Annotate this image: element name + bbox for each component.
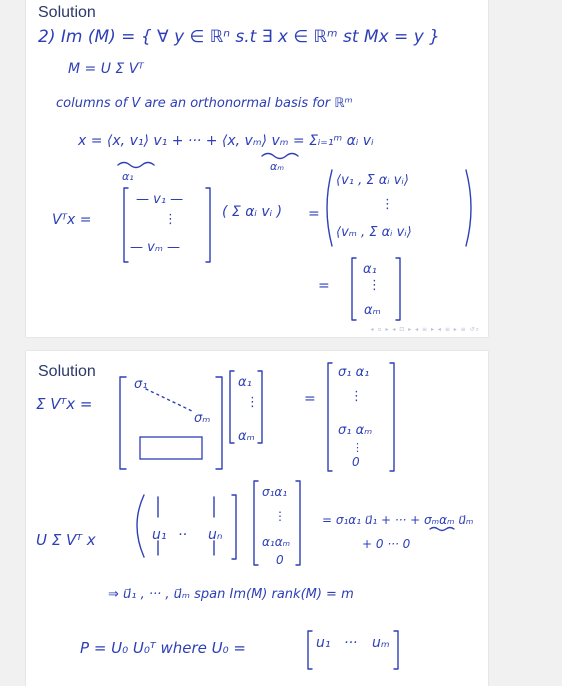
result-dots: ⋮ (350, 389, 363, 404)
handwriting-strokes-slide-1 (26, 0, 488, 337)
image-definition-line: 2) Im (M) = { ∀ y ∈ ℝⁿ s.t ∃ x ∈ ℝᵐ st Mx = y } (38, 27, 440, 47)
alpha-vector-dots: ⋮ (368, 278, 381, 293)
usvtx-lhs: U Σ Vᵀ x (36, 531, 96, 549)
span-rank-line: ⇒ u⃗₁ , ··· , u⃗ₘ span Im(M) rank(M) = m (108, 587, 354, 602)
handwriting-strokes-slide-2 (26, 351, 488, 686)
result-zero-dots: ⋮ (352, 441, 363, 454)
orthonormal-basis-line: columns of V are an orthonormal basis for ℝᵐ (56, 96, 353, 111)
inner-product-row-1: ⟨v₁ , Σ αᵢ vᵢ⟩ (336, 173, 409, 188)
underbrace-alpha1 (118, 163, 154, 168)
alpha-vector-row-m: αₘ (364, 303, 381, 318)
result-zero: 0 (352, 455, 360, 469)
sum-alpha-v-vector: ( Σ αᵢ vᵢ ) (222, 204, 283, 220)
u-matrix-col-dots: ·· (178, 527, 187, 543)
column-vec-top: σ₁α₁ (262, 485, 288, 499)
lecture-slide-1 (26, 0, 488, 337)
alpha-vec-dots: ⋮ (246, 395, 259, 410)
sigma-diag-top: σ₁ (134, 377, 148, 392)
lecture-slide-2 (26, 351, 488, 686)
alpha-vec-bottom: αₘ (238, 429, 255, 444)
vt-row-1: — v₁ — (136, 192, 184, 207)
vt-row-dots: ⋮ (164, 212, 177, 227)
u0-col-m: uₘ (372, 635, 390, 651)
beamer-navigation-symbols[interactable]: ◂ ▫ ▸ ◂ ⊡ ▸ ◂ ≡ ▸ ◂ ≡ ▸ ≡ ↺⌕ (370, 326, 480, 333)
usvtx-expansion: = σ₁α₁ u⃗₁ + ··· + σₘαₘ u⃗ₘ (322, 513, 474, 527)
vtx-lhs: Vᵀx = (52, 212, 92, 228)
sigma-vtx-lhs: Σ Vᵀx = (36, 395, 93, 413)
equals-sign-3: = (304, 391, 316, 407)
slide-title: Solution (38, 363, 96, 380)
alpham-underbrace-label: αₘ (270, 160, 285, 173)
u0-col-dots: ··· (344, 635, 358, 651)
column-vec-mid: α₁αₘ (262, 535, 291, 549)
inner-product-row-m: ⟨vₘ , Σ αᵢ vᵢ⟩ (336, 225, 412, 240)
equals-sign-1: = (308, 206, 320, 222)
sigma-diag-bottom: σₘ (194, 411, 211, 426)
alpha1-underbrace-label: α₁ (122, 170, 134, 183)
column-vec-zero: 0 (276, 553, 284, 567)
result-top: σ₁ α₁ (338, 365, 370, 380)
u-matrix-col-n: uₙ (208, 527, 223, 543)
underbrace-alpham (262, 154, 298, 159)
slide-title: Solution (38, 4, 96, 21)
u0-col-1: u₁ (316, 635, 331, 651)
usvtx-expansion-tail: + 0 ··· 0 (362, 537, 411, 551)
column-vec-dots: ⋮ (274, 509, 286, 523)
inner-product-dots: ⋮ (381, 197, 394, 212)
equals-sign-2: = (318, 278, 330, 294)
svd-line: M = U Σ Vᵀ (68, 61, 144, 77)
vt-row-m: — vₘ — (130, 240, 181, 255)
u-matrix-col-1: u₁ (152, 527, 167, 543)
result-mid: σ₁ αₘ (338, 423, 373, 438)
alpha-vector-row-1: α₁ (363, 262, 377, 277)
alpha-vec-top: α₁ (238, 375, 252, 390)
expansion-line: x = ⟨x, v₁⟩ v₁ + ··· + ⟨x, vₘ⟩ vₘ = Σᵢ₌₁ᵐ αᵢ vᵢ (78, 133, 374, 149)
projection-line: P = U₀ U₀ᵀ where U₀ = (80, 639, 246, 657)
